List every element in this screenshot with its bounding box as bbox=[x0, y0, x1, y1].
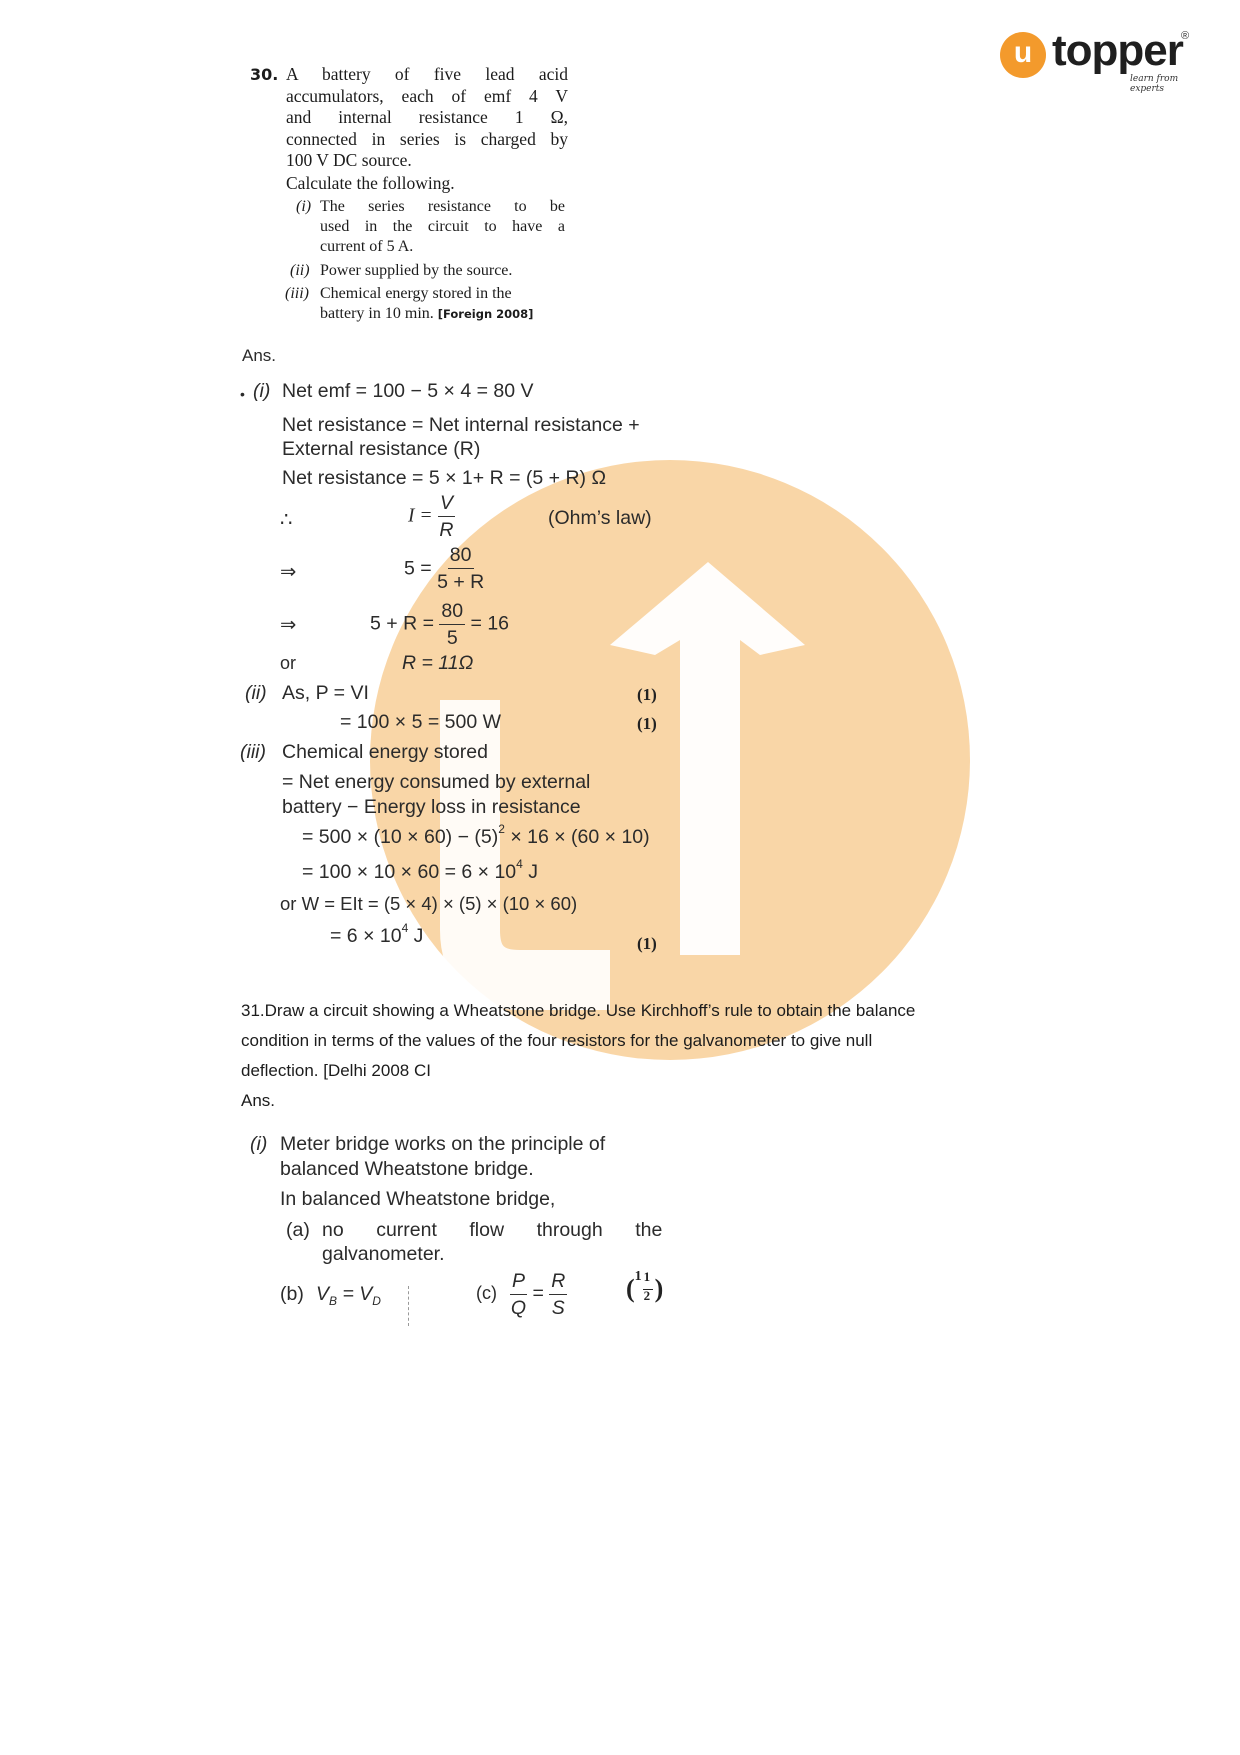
fraction-numerator: 80 bbox=[439, 598, 465, 625]
a31-a-line1: no current flow through the bbox=[322, 1219, 663, 1241]
fraction bbox=[439, 598, 465, 651]
answer-label: Ans. bbox=[241, 1091, 276, 1110]
q30-line: and internal resistance 1 Ω, bbox=[286, 107, 568, 127]
fraction-numerator: V bbox=[438, 490, 455, 517]
expr-sup: 4 bbox=[401, 921, 409, 935]
answer-label: Ans. bbox=[242, 346, 277, 365]
brand-logo bbox=[1000, 26, 1200, 94]
fraction-numerator: R bbox=[549, 1268, 567, 1295]
expr-part: J bbox=[408, 925, 424, 947]
ohm-law-equation bbox=[408, 490, 455, 543]
fraction bbox=[437, 542, 484, 595]
logo-wordmark: topper bbox=[1052, 26, 1183, 75]
or-label: or bbox=[280, 653, 297, 673]
part-i-label: (i) bbox=[253, 380, 271, 402]
part-ii-label: (ii) bbox=[245, 682, 267, 704]
logo-registered: ® bbox=[1181, 30, 1190, 42]
marks-badge: (1) bbox=[637, 934, 657, 953]
part-iii-label: (iii) bbox=[240, 741, 266, 763]
equation-lhs: 5 = bbox=[404, 557, 432, 580]
marks-denominator: 2 bbox=[643, 1288, 651, 1304]
energy-line5 bbox=[302, 857, 539, 884]
expr-part: = 100 × 10 × 60 = 6 × 10 bbox=[302, 861, 517, 883]
marks-badge: (1) bbox=[637, 685, 657, 704]
expr-part: V bbox=[316, 1283, 330, 1305]
fraction-denominator: Q bbox=[510, 1297, 527, 1319]
ohm-law-note: (Ohm’s law) bbox=[548, 507, 652, 529]
implies-symbol: ⇒ bbox=[280, 614, 297, 636]
logo-circle bbox=[1000, 32, 1046, 78]
a31-a-line2: galvanometer. bbox=[322, 1243, 445, 1265]
q30-line: 100 V DC source. bbox=[286, 150, 412, 170]
q30-part-i bbox=[290, 197, 565, 257]
a31-line3: In balanced Wheatstone bridge, bbox=[280, 1188, 556, 1210]
question-number: 30. bbox=[250, 65, 279, 84]
a31-b-label: (b) bbox=[280, 1283, 304, 1305]
part-line: current of 5 A. bbox=[320, 238, 414, 255]
q31-line: 31.Draw a circuit showing a Wheatstone bridge. Use Kirchhoff’s rule to obtain the balance bbox=[241, 1001, 916, 1020]
net-resistance-line3: Net resistance = 5 × 1+ R = (5 + R) Ω bbox=[282, 467, 607, 489]
therefore-symbol: ∴ bbox=[280, 509, 293, 531]
energy-line2: = Net energy consumed by external bbox=[282, 771, 591, 793]
part-line: Power supplied by the source. bbox=[320, 262, 513, 279]
marks-badge: (1) bbox=[637, 714, 657, 733]
logo-tagline: learn from experts bbox=[1130, 74, 1179, 94]
power-line2: = 100 × 5 = 500 W bbox=[340, 711, 501, 733]
q30-line: accumulators, each of emf 4 V bbox=[286, 85, 568, 106]
part-label: (iii) bbox=[285, 285, 309, 302]
part-line: Chemical energy stored in the bbox=[320, 285, 512, 302]
fraction-denominator: R bbox=[439, 519, 454, 541]
bullet: • bbox=[240, 386, 245, 402]
q30-parts bbox=[285, 197, 565, 324]
question-source: [Foreign 2008] bbox=[437, 307, 534, 321]
q31-line: deflection. [Delhi 2008 CI bbox=[241, 1061, 431, 1080]
scribble-mark bbox=[408, 1286, 411, 1326]
energy-line1: Chemical energy stored bbox=[282, 741, 488, 763]
expr-part: = 500 × (10 × 60) − (5) bbox=[302, 826, 499, 848]
q30-line: connected in series is charged by bbox=[286, 128, 568, 149]
fraction-denominator: 5 bbox=[446, 627, 458, 649]
part-line-text: battery in 10 min. bbox=[320, 305, 434, 322]
net-emf-line: Net emf = 100 − 5 × 4 = 80 V bbox=[282, 380, 534, 402]
fraction bbox=[438, 490, 455, 543]
part-line: used in the circuit to have a bbox=[320, 218, 565, 235]
a31-c-expression bbox=[510, 1268, 567, 1321]
step1-equation bbox=[404, 544, 484, 595]
equation-lhs: 5 + R = bbox=[370, 612, 434, 635]
resistance-result: R = 11Ω bbox=[402, 652, 474, 674]
fraction bbox=[510, 1268, 527, 1321]
marks-numerator: 1 bbox=[634, 1269, 642, 1285]
step2-equation bbox=[370, 598, 509, 651]
q30-line: A battery of five lead acid bbox=[286, 64, 568, 84]
equation-lhs: I = bbox=[408, 505, 433, 527]
q30-line: Calculate the following. bbox=[286, 172, 455, 193]
expr-sup: 2 bbox=[498, 822, 505, 836]
energy-line4 bbox=[302, 822, 650, 849]
question-31 bbox=[241, 996, 915, 1116]
a31-line2: balanced Wheatstone bridge. bbox=[280, 1158, 534, 1180]
expr-sub: B bbox=[329, 1293, 338, 1308]
power-line1: As, P = VI bbox=[282, 682, 369, 704]
a31-a-label: (a) bbox=[286, 1219, 310, 1241]
a31-line1: Meter bridge works on the principle of bbox=[280, 1133, 606, 1155]
energy-line7 bbox=[330, 921, 424, 948]
expr-sub: D bbox=[372, 1293, 381, 1308]
net-resistance-line1: Net resistance = Net internal resistance + bbox=[282, 414, 640, 436]
energy-line3: battery − Energy loss in resistance bbox=[282, 796, 581, 818]
part-line bbox=[320, 304, 565, 324]
expr-part: = 6 × 10 bbox=[330, 925, 402, 947]
fraction-denominator: 5 + R bbox=[437, 571, 485, 593]
q30-part-ii bbox=[290, 261, 565, 281]
a31-c-label: (c) bbox=[476, 1283, 497, 1303]
expr-part: = V bbox=[337, 1283, 373, 1305]
marks-frac-num: 1 bbox=[643, 1269, 651, 1285]
net-resistance-line2: External resistance (R) bbox=[282, 438, 481, 460]
q30-part-iii bbox=[285, 284, 565, 324]
fraction-denominator: S bbox=[551, 1297, 565, 1319]
expr-part: J bbox=[522, 861, 539, 883]
energy-line6: or W = EIt = (5 × 4) × (5) × (10 × 60) bbox=[280, 893, 578, 914]
marks-half-badge: ( 1 1 2 ) bbox=[626, 1269, 664, 1304]
logo-letter: u bbox=[1013, 36, 1033, 69]
fraction-numerator: P bbox=[510, 1268, 527, 1295]
expr-sup: 4 bbox=[516, 857, 523, 871]
equals-sign: = bbox=[532, 1282, 544, 1305]
part-label: (ii) bbox=[290, 262, 310, 279]
a31-b-expression bbox=[316, 1283, 381, 1308]
implies-symbol: ⇒ bbox=[280, 561, 297, 583]
a31-part-i-label: (i) bbox=[250, 1133, 268, 1155]
part-line: The series resistance to be bbox=[320, 198, 565, 215]
fraction bbox=[549, 1268, 567, 1321]
equation-rhs: = 16 bbox=[470, 612, 510, 635]
part-label: (i) bbox=[296, 198, 312, 215]
expr-part: × 16 × (60 × 10) bbox=[504, 826, 650, 848]
fraction-numerator: 80 bbox=[448, 542, 474, 569]
q31-line: condition in terms of the values of the four resistors for the galvanometer to give null bbox=[241, 1031, 873, 1050]
